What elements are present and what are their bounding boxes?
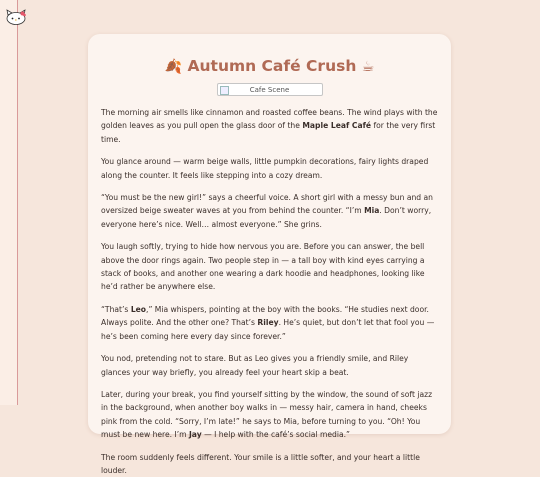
broken-image-icon	[220, 86, 229, 95]
title-text: Autumn Café Crush	[187, 57, 357, 75]
story-body	[101, 106, 438, 477]
hello-kitty-icon	[5, 9, 27, 25]
maple-leaf-icon: 🍂	[164, 59, 183, 75]
side-stripe	[0, 0, 18, 405]
paragraph: “You must be the new girl!” says a cheerful voice. A short girl with a messy bun and an oversized beige sweater waves at you from behind the counter. “I’m Mia. Don’t worry, everyone here’s nice. Well… almost everyone.” She grins.	[101, 193, 433, 229]
paragraph: You nod, pretending not to stare. But as Leo gives you a friendly smile, and Riley glances your way briefly, you already feel your heart skip a beat.	[101, 354, 409, 377]
paragraph: You glance around — warm beige walls, little pumpkin decorations, fairy lights draped along the counter. It feels like stepping into a cozy dream.	[101, 157, 429, 180]
paragraph: The morning air smells like cinnamon and roasted coffee beans. The wind plays with the golden leaves as you pull open the glass door of the Maple Leaf Café for the very first time.	[101, 108, 438, 144]
image-alt-text: Cafe Scene	[249, 86, 290, 94]
coffee-cup-icon: ☕	[361, 59, 375, 75]
story-card	[88, 34, 451, 475]
paragraph: You laugh softly, trying to hide how nervous you are. Before you can answer, the bell above the door rings again. Two people step in — a tall boy with kind eyes carrying a stack of books, and another one wearing a dark hoodie and headphones, looking like he’d rather be anywhere else.	[101, 242, 425, 292]
cafe-scene-image	[217, 83, 323, 96]
paragraph: The room suddenly feels different. Your smile is a little softer, and your heart a little louder.	[101, 452, 420, 475]
page-title	[101, 56, 438, 77]
paragraph: Later, during your break, you find yourself sitting by the window, the sound of soft jazz in the background, when another boy walks in — messy hair, camera in hand, cheeks pink from the cold. “Sorry, I’m late!” he says to Mia, before turning to you. “Oh! You must be new here. I’m Jay — I help with the café’s social media.”	[101, 389, 433, 440]
paragraph: “That’s Leo,” Mia whispers, pointing at the boy with the books. “He studies next door. Always polite. And the other one? That’s Riley. He’s quiet, but don’t let that fool you — he’s been coming here every day since forever.”	[101, 304, 435, 341]
